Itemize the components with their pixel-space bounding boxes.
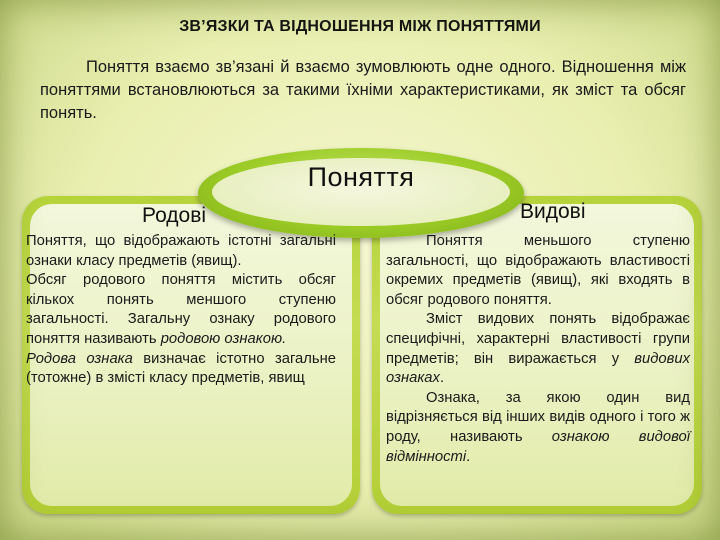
- generic-paragraph-3: Родова ознака визначає істотно загальне (тотожне) в змісті класу предметів, явищ: [26, 350, 337, 387]
- generic-feature-term: родовою ознакою.: [160, 330, 287, 347]
- generic-paragraph-2: Обсяг родового поняття містить обсяг кількох понять меншого ступеню загальності. Загальну ознаку родового поняття називають родовою ознакою.: [26, 272, 336, 347]
- generic-paragraph-1: Поняття, що відображають істотні загальні ознаки класу предметів (явищ).: [26, 233, 336, 269]
- generic-description: [26, 232, 336, 389]
- specific-paragraph-1: Поняття меньшого ступеню загальності, що відображають властивості окремих предметів (явищ), які входять в обсяг родового поняття.: [386, 233, 690, 308]
- generic-heading: Родові: [142, 204, 207, 227]
- specific-feature-term: видових ознаках: [386, 350, 690, 387]
- specific-paragraph-2: Зміст видових понять відображає специфічні, характерні властивості групи предметів; він виражається у видових ознаках.: [386, 311, 690, 387]
- slide-title: ЗВ’ЯЗКИ ТА ВІДНОШЕННЯ МІЖ ПОНЯТТЯМИ: [179, 18, 541, 35]
- intro-paragraph: Поняття взаємо зв’язані й взаємо зумовлюють одне одного. Відношення між поняттями встановлюються за такими їхніми характеристиками, як зміст та обсяг понять.: [40, 58, 686, 122]
- specific-description: [386, 232, 690, 467]
- specific-paragraph-3: Ознака, за якою один вид відрізняється від інших видів одного і того ж роду, називають ознакою видової відмінності.: [386, 389, 690, 465]
- specific-difference-term: ознакою видової відмінності: [386, 428, 690, 465]
- generic-feature-term-2: Родова ознака: [26, 350, 133, 367]
- concept-ellipse-label: Поняття: [307, 162, 415, 192]
- specific-heading: Видові: [520, 200, 586, 223]
